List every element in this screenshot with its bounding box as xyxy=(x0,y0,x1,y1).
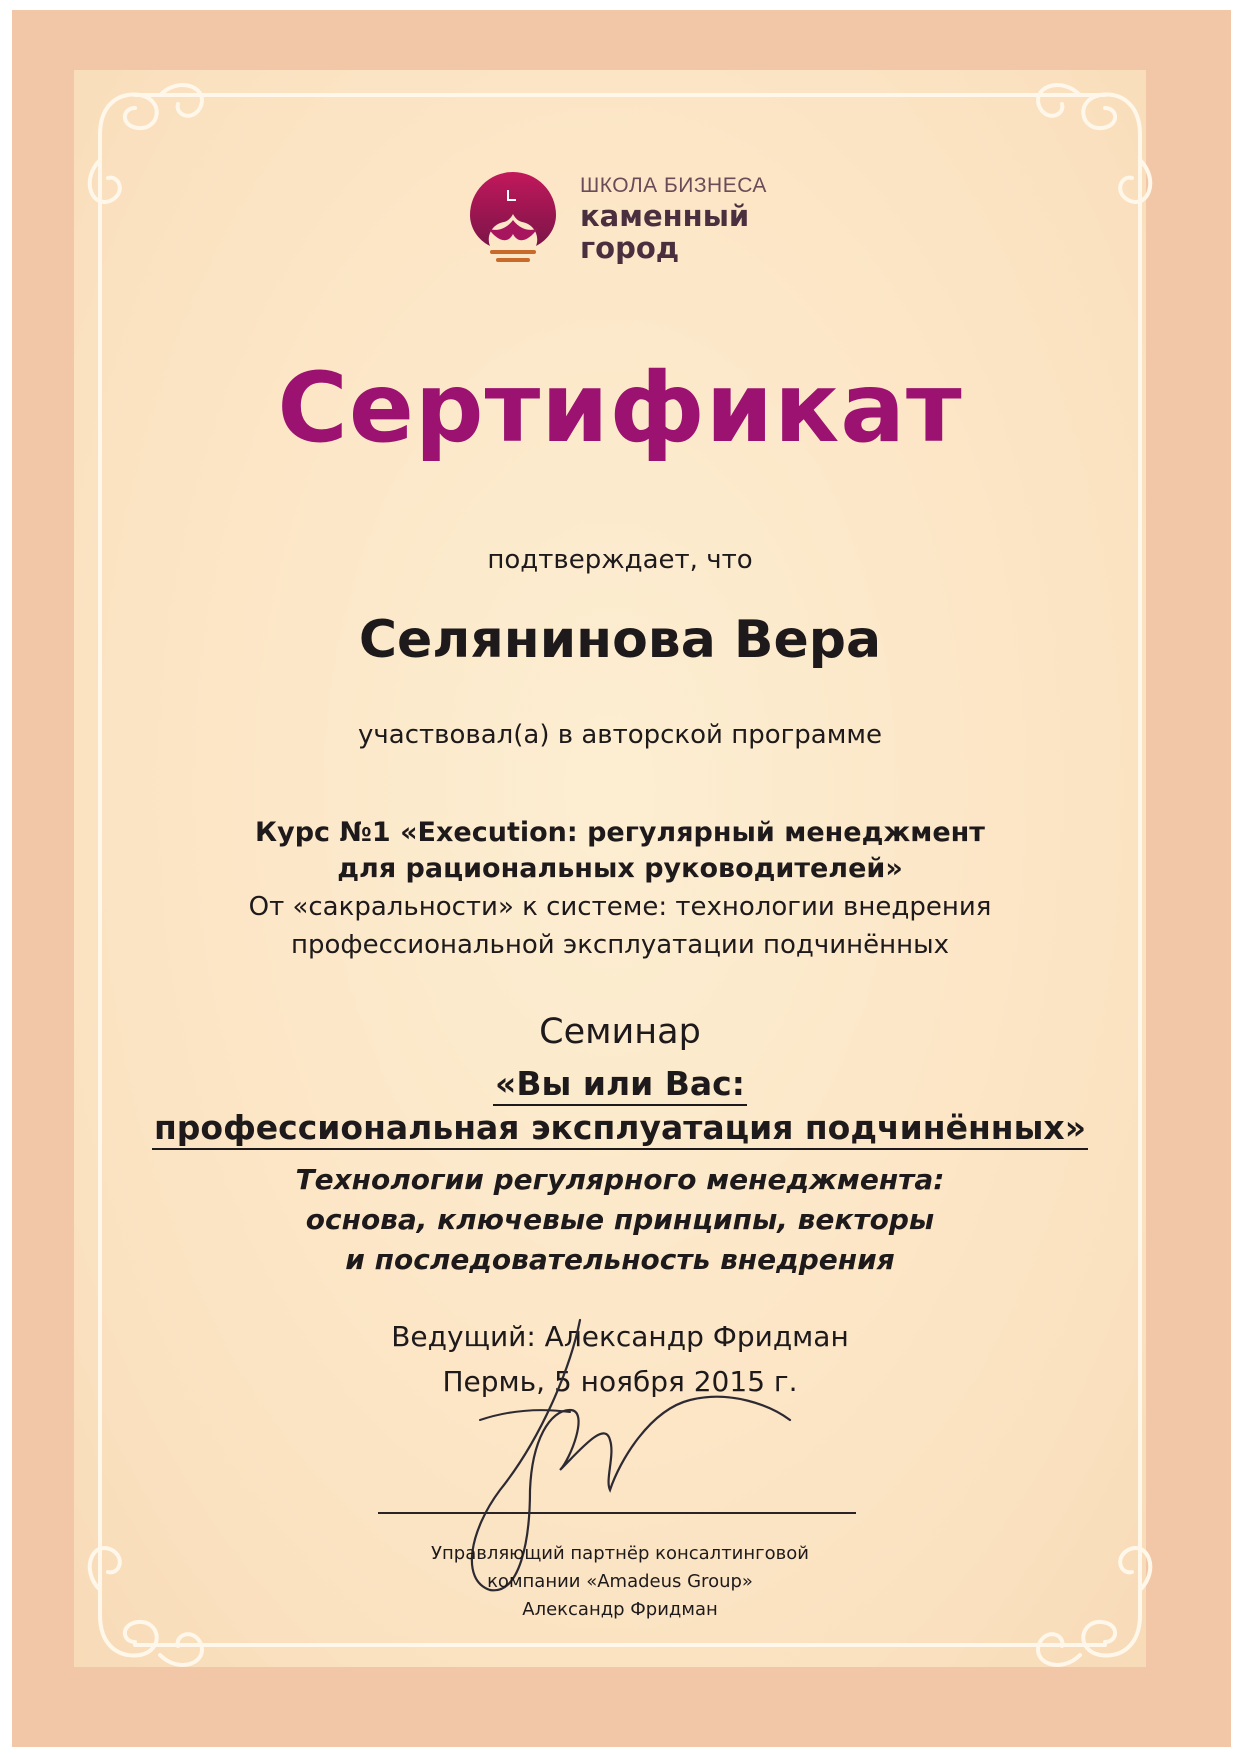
course-title-line: для рациональных руководителей» xyxy=(337,853,903,884)
participated-text: участвовал(а) в авторской программе xyxy=(358,720,882,750)
logo-name-line2: город xyxy=(580,231,680,265)
recipient-name: Селянинова Вера xyxy=(358,610,882,670)
confirms-text: подтверждает, что xyxy=(487,545,753,575)
logo-name-line1: каменный xyxy=(580,199,750,233)
host-text: Ведущий: Александр Фридман xyxy=(391,1320,849,1353)
course-subtitle-line: профессиональной эксплуатации подчинённых xyxy=(290,930,950,960)
certificate-title: Сертификат xyxy=(277,352,963,464)
seminar-title xyxy=(0,1062,1240,1150)
course-title xyxy=(0,815,1240,887)
signer-position: Управляющий партнёр консалтинговой xyxy=(431,1543,809,1564)
signer-company: компании «Amadeus Group» xyxy=(487,1571,753,1592)
seminar-title-line: профессиональная эксплуатация подчинённых» xyxy=(152,1108,1088,1150)
seminar-subtitle-line: Технологии регулярного менеджмента: xyxy=(295,1163,945,1196)
place-date-text: Пермь, 5 ноября 2015 г. xyxy=(442,1365,798,1398)
seminar-title-line: «Вы или Вас: xyxy=(493,1064,747,1106)
course-subtitle xyxy=(0,888,1240,964)
seminar-subtitle xyxy=(0,1160,1240,1280)
seminar-subtitle-line: и последовательность внедрения xyxy=(345,1243,895,1276)
seminar-subtitle-line: основа, ключевые принципы, векторы xyxy=(305,1203,935,1236)
logo-school-label: ШКОЛА БИЗНЕСА xyxy=(580,174,767,197)
course-subtitle-line: От «сакральности» к системе: технологии внедрения xyxy=(248,892,992,922)
signer-name: Александр Фридман xyxy=(522,1599,718,1620)
course-title-line: Курс №1 «Execution: регулярный менеджмент xyxy=(255,817,985,848)
signer-block xyxy=(0,1540,1240,1624)
school-logo xyxy=(468,170,798,270)
logo-emblem-icon xyxy=(468,170,558,270)
seminar-label: Семинар xyxy=(539,1012,701,1052)
